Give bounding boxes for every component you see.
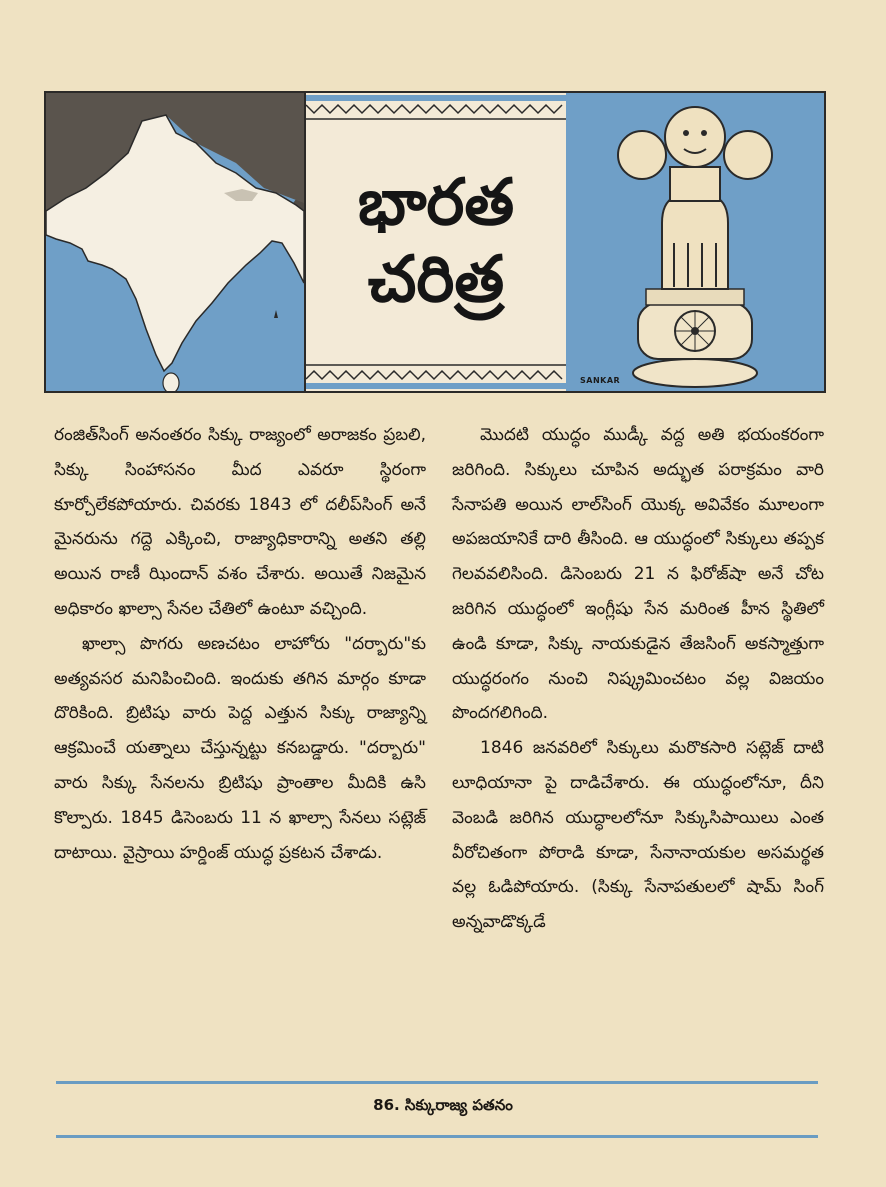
left-paragraph-1: రంజిత్‌సింగ్ అనంతరం సిక్కు రాజ్యంలో అరాజకం ప్రబలి, సిక్కు సింహాసనం మీద ఎవరూ స్థిరంగా కూర్చోలేకపోయారు. చివరకు 1843 లో దలీప్‌సింగ్ అనే మైనరును గద్దె ఎక్కించి, రాజ్యాధికారాన్ని అతని తల్లి అయిన రాణీ ఝిందాన్ వశం చేశారు. అయితే నిజమైన అధికారం ఖాల్సా సేనల చేతిలో ఉంటూ వచ్చింది. xyxy=(54,425,426,619)
right-paragraph-2: 1846 జనవరిలో సిక్కులు మరొకసారి సట్లెజ్ దాటి లూధియానా పై దాడిచేశారు. ఈ యుద్ధంలోనూ, దీని వెంబడి జరిగిన యుద్ధాలలోనూ సిక్కుసిపాయిలు ఎంత వీరోచితంగా పోరాడి కూడా, సేనానాయకుల అసమర్థత వల్ల ఓడిపోయారు. (సిక్కు సేనాపతులలో షామ్ సింగ్ అన్నవాడొక్కడే xyxy=(452,738,824,933)
right-paragraph-1: మొదటి యుద్ధం ముడ్కీ వద్ద అతి భయంకరంగా జరిగింది. సిక్కులు చూపిన అద్భుత పరాక్రమం వారి సేనాపతి అయిన లాల్‌సింగ్ యొక్క అవివేకం మూలంగా అపజయానికే దారి తీసింది. ఆ యుద్ధంలో సిక్కులు తప్పక గెలవవలిసింది. డిసెంబరు 21 న ఫిరోజ్‌షా అనే చోట జరిగిన యుద్ధంలో ఇంగ్లీషు సేన మరింత హీన స్థితిలో ఉండి కూడా, సిక్కు నాయకుడైన తేజసింగ్ అకస్మాత్తుగా యుద్ధరంగం నుంచి నిష్క్రమించటం వల్ల విజయం పొందగలిగింది. xyxy=(452,425,824,724)
footer-rule-top xyxy=(56,1081,818,1084)
header-banner xyxy=(44,91,826,393)
decorative-border-bottom-icon xyxy=(306,363,566,391)
lion-capital-icon xyxy=(566,93,824,391)
artist-signature: SANKAR xyxy=(580,376,621,385)
banner-title-line-1: భారత xyxy=(357,165,515,241)
banner-title xyxy=(306,127,566,357)
text-column-right xyxy=(452,418,824,940)
india-map-icon xyxy=(46,93,304,391)
page-footer: 86. సిక్కురాజ్య పతనం xyxy=(373,1096,513,1114)
decorative-border-top-icon xyxy=(306,93,566,121)
india-map-image xyxy=(46,93,304,391)
banner-title-line-2: చరిత్ర xyxy=(367,242,505,317)
left-paragraph-2: ఖాల్సా పొగరు అణచటం లాహోరు "దర్బారు"కు అత్యవసర మనిపించింది. ఇందుకు తగిన మార్గం కూడా దొరికింది. బ్రిటిషు వారు పెద్ద ఎత్తున సిక్కు రాజ్యాన్ని ఆక్రమించే యత్నాలు చేస్తున్నట్టు కనబడ్డారు. "దర్బారు" వారు సిక్కు సేనలను బ్రిటిషు ప్రాంతాల మీదికి ఉసి కొల్పారు. 1845 డిసెంబరు 11 న ఖాల్సా సేనలు సట్లెజ్ దాటాయి. వైస్రాయి హర్డింజ్ యుద్ధ ప్రకటన చేశాడు. xyxy=(54,633,426,863)
title-panel xyxy=(304,93,568,391)
footer-rule-bottom xyxy=(56,1135,818,1138)
text-column-left xyxy=(54,418,426,870)
lion-capital-emblem-image xyxy=(566,93,824,391)
